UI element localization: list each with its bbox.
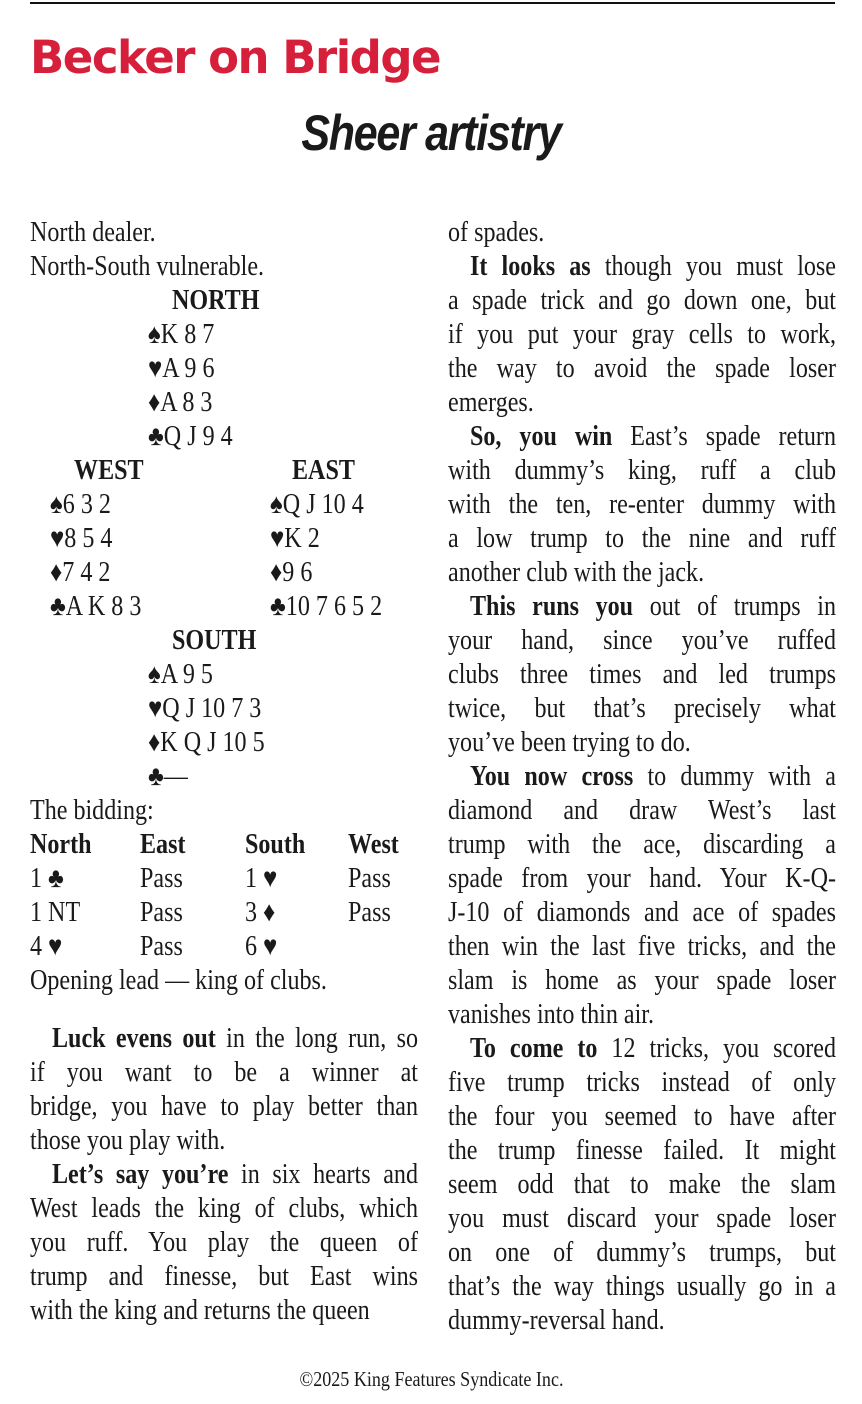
bid-cell: 6 ♥: [245, 931, 278, 962]
east-label: EAST: [292, 455, 355, 486]
article-line: J-10 of diamonds and ace of spades: [448, 897, 836, 928]
dealer-line: North dealer.: [30, 217, 156, 248]
article-line: your hand, since you’ve ruffed: [448, 625, 836, 656]
article-line: To come to 12 tricks, you scored: [470, 1033, 836, 1064]
paragraph-lead-in: Let’s say you’re: [52, 1159, 229, 1190]
bidding-header-north: North: [30, 829, 92, 860]
top-rule: [30, 2, 835, 4]
article-line: with the ten, re-enter dummy with: [448, 489, 836, 520]
article-paragraph: [448, 590, 836, 760]
bidding-header-west: West: [348, 829, 399, 860]
north-hearts: ♥A 9 6: [148, 353, 215, 384]
south-label: SOUTH: [172, 625, 257, 656]
article-line: then win the last five tricks, and the: [448, 931, 836, 962]
article-paragraph: [30, 1158, 420, 1328]
north-diamonds: ♦A 8 3: [148, 387, 213, 418]
bid-cell: Pass: [140, 863, 183, 894]
bidding-row: [30, 930, 420, 964]
bid-cell: 4 ♥: [30, 931, 63, 962]
copyright-notice: ©2025 King Features Syndicate Inc.: [298, 1367, 563, 1391]
article-line: those you play with.: [30, 1125, 226, 1156]
article-line: you must discard your spade loser: [448, 1203, 836, 1234]
bidding-row: [30, 896, 420, 930]
article-line: Let’s say you’re in six hearts and: [52, 1159, 418, 1190]
bid-cell: Pass: [140, 897, 183, 928]
article-line: seem odd that to make the slam: [448, 1169, 836, 1200]
article-line: slam is home as your spade loser: [448, 965, 836, 996]
article-line: if you put your gray cells to work,: [448, 319, 836, 350]
article-line: of spades.: [448, 217, 545, 248]
article-line: emerges.: [448, 387, 534, 418]
bid-cell: Pass: [348, 897, 391, 928]
article-line: the way to avoid the spade loser: [448, 353, 836, 384]
bidding-header-east: East: [140, 829, 186, 860]
east-spades: ♠Q J 10 4: [270, 489, 364, 520]
vulnerability-line: North-South vulnerable.: [30, 251, 265, 282]
article-line: trump with the ace, discarding a: [448, 829, 836, 860]
west-label: WEST: [74, 455, 144, 486]
article-line: You now cross to dummy with a: [470, 761, 837, 792]
article-line: with dummy’s king, ruff a club: [448, 455, 836, 486]
north-clubs: ♣Q J 9 4: [148, 421, 233, 452]
bid-cell: 1 ♣: [30, 863, 64, 894]
article-line: if you want to be a winner at: [30, 1057, 418, 1088]
article-line: diamond and draw West’s last: [448, 795, 836, 826]
article-line: with the king and returns the queen: [30, 1295, 370, 1326]
paragraph-lead-in: Luck evens out: [52, 1023, 216, 1054]
west-diamonds: ♦7 4 2: [50, 557, 111, 588]
article-line: you ruff. You play the queen of: [30, 1227, 418, 1258]
article-line: It looks as though you must lose: [470, 251, 836, 282]
article-body-right: [448, 216, 836, 1338]
bidding-header-south: South: [245, 829, 306, 860]
article-line: West leads the king of clubs, which: [30, 1193, 418, 1224]
right-column: [448, 216, 836, 1338]
article-line: the trump finesse failed. It might: [448, 1135, 836, 1166]
left-column: [30, 216, 420, 1328]
article-body-left: [30, 1022, 420, 1328]
paragraph-lead-in: To come to: [470, 1033, 598, 1064]
column-brand-title: Becker on Bridge: [30, 31, 441, 84]
article-line: you’ve been trying to do.: [448, 727, 691, 758]
article-paragraph: [30, 1022, 420, 1158]
bid-cell: 1 NT: [30, 897, 81, 928]
article-line: So, you win East’s spade return: [470, 421, 836, 452]
article-line: Luck evens out in the long run, so: [52, 1023, 418, 1054]
article-line: the four you seemed to have after: [448, 1101, 836, 1132]
article-line: that’s the way things usually go in a: [448, 1271, 836, 1302]
article-line: vanishes into thin air.: [448, 999, 654, 1030]
article-line: This runs you out of trumps in: [470, 591, 837, 622]
article-paragraph: [448, 1032, 836, 1338]
south-clubs: ♣—: [148, 761, 188, 792]
east-clubs: ♣10 7 6 5 2: [270, 591, 383, 622]
article-paragraph: [448, 250, 836, 420]
bid-cell: Pass: [140, 931, 183, 962]
paragraph-lead-in: So, you win: [470, 421, 613, 452]
bidding-intro: The bidding:: [30, 795, 154, 826]
paragraph-lead-in: It looks as: [470, 251, 591, 282]
article-line: another club with the jack.: [448, 557, 705, 588]
west-clubs: ♣A K 8 3: [50, 591, 142, 622]
east-hearts: ♥K 2: [270, 523, 320, 554]
south-diamonds: ♦K Q J 10 5: [148, 727, 265, 758]
article-paragraph: [448, 760, 836, 1032]
bidding-row: [30, 862, 420, 896]
bidding-header-row: [30, 828, 420, 862]
bid-cell: 3 ♦: [245, 897, 276, 928]
article-line: trump and finesse, but East wins: [30, 1261, 418, 1292]
bid-cell: 1 ♥: [245, 863, 278, 894]
west-spades: ♠6 3 2: [50, 489, 111, 520]
south-hearts: ♥Q J 10 7 3: [148, 693, 262, 724]
paragraph-lead-in: You now cross: [470, 761, 634, 792]
north-label: NORTH: [172, 285, 260, 316]
south-spades: ♠A 9 5: [148, 659, 213, 690]
article-line: a low trump to the nine and ruff: [448, 523, 836, 554]
article-line: five trump tricks instead of only: [448, 1067, 836, 1098]
article-paragraph: [448, 420, 836, 590]
article-line: clubs three times and led trumps: [448, 659, 836, 690]
article-line: dummy-reversal hand.: [448, 1305, 665, 1336]
bid-cell: Pass: [348, 863, 391, 894]
north-spades: ♠K 8 7: [148, 319, 215, 350]
article-line: twice, but that’s precisely what: [448, 693, 836, 724]
paragraph-lead-in: This runs you: [470, 591, 634, 622]
article-line: a spade trick and go down one, but: [448, 285, 836, 316]
bidding-table: [30, 794, 420, 998]
bridge-diagram: [30, 284, 420, 794]
opening-lead: Opening lead — king of clubs.: [30, 965, 327, 996]
article-paragraph: [448, 216, 836, 250]
article-line: spade from your hand. Your K-Q-: [448, 863, 836, 894]
west-hearts: ♥8 5 4: [50, 523, 113, 554]
article-headline: Sheer artistry: [301, 105, 561, 161]
east-diamonds: ♦9 6: [270, 557, 313, 588]
article-line: bridge, you have to play better than: [30, 1091, 418, 1122]
article-line: on one of dummy’s trumps, but: [448, 1237, 836, 1268]
